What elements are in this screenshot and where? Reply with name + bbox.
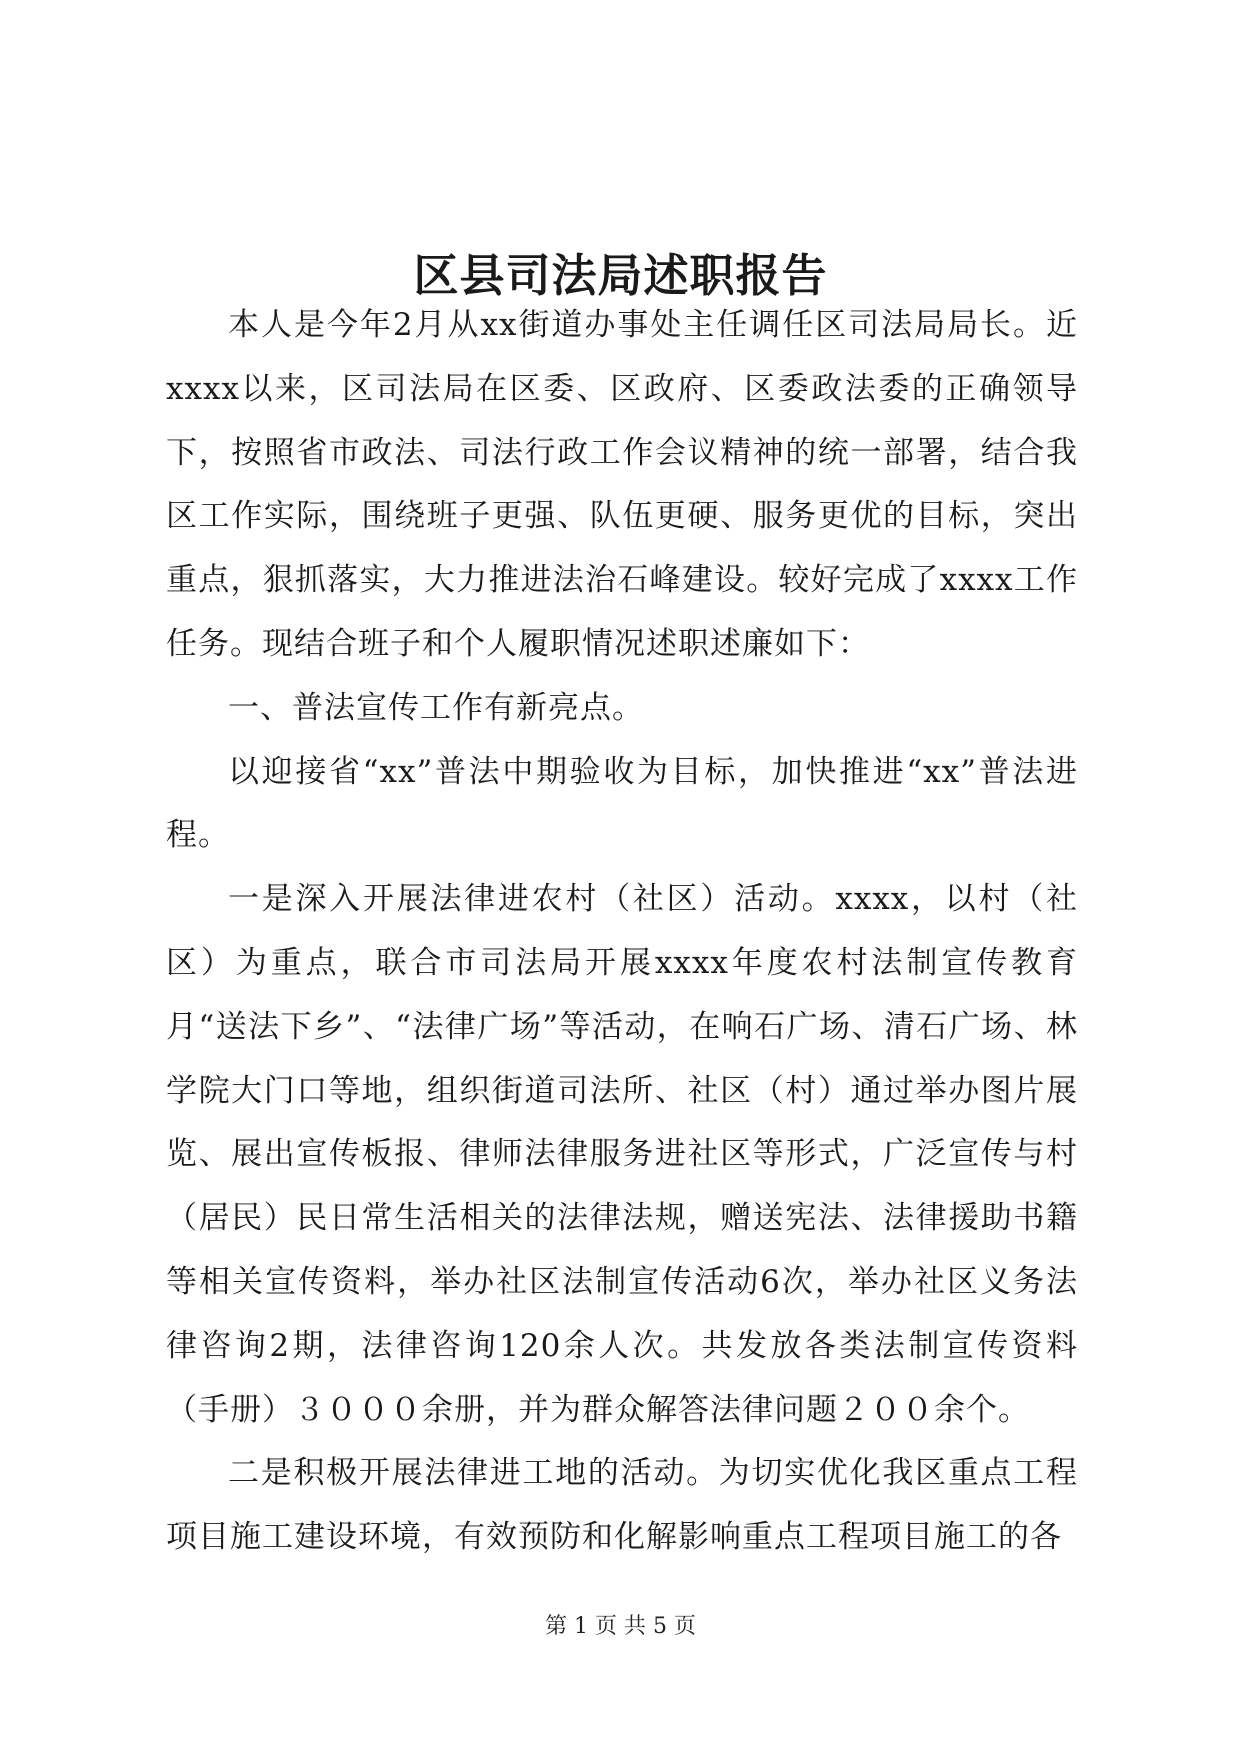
paragraph-item-2: 二是积极开展法律进工地的活动。为切实优化我区重点工程项目施工建设环境，有效预防和化解影响重点工程项目施工的各 — [166, 1455, 1078, 1556]
document-body — [166, 294, 1078, 1570]
paragraph-item-1: 一是深入开展法律进农村（社区）活动。xxxx，以村（社区）为重点，联合市司法局开展xxxx年度农村法制宣传教育月“送法下乡”、“法律广场”等活动，在响石广场、清石广场、林学院大门口等地，组织街道司法所、社区（村）通过举办图片展览、展出宣传板报、律师法律服务进社区等形式，广泛宣传与村（居民）民日常生活相关的法律法规，赠送宪法、法律援助书籍等相关宣传资料，举办社区法制宣传活动6次，举办社区义务法律咨询2期，法律咨询120余人次。共发放各类法制宣传资料（手册）３０００余册，并为群众解答法律问题２００余个。 — [166, 881, 1078, 1428]
paragraph-goal: 以迎接省“xx”普法中期验收为目标，加快推进“xx”普法进程。 — [166, 753, 1078, 854]
paragraph-intro: 本人是今年2月从xx街道办事处主任调任区司法局局长。近xxxx以来，区司法局在区委、区政府、区委政法委的正确领导下，按照省市政法、司法行政工作会议精神的统一部署，结合我区工作实际，围绕班子更强、队伍更硬、服务更优的目标，突出重点，狠抓落实，大力推进法治石峰建设。较好完成了xxxx工作任务。现结合班子和个人履职情况述职述廉如下： — [166, 307, 1078, 662]
section-heading-1: 一、普法宣传工作有新亮点。 — [228, 689, 644, 726]
page-footer: 第 1 页 共 5 页 — [545, 1614, 696, 1639]
document-title: 区县司法局述职报告 — [413, 249, 828, 303]
